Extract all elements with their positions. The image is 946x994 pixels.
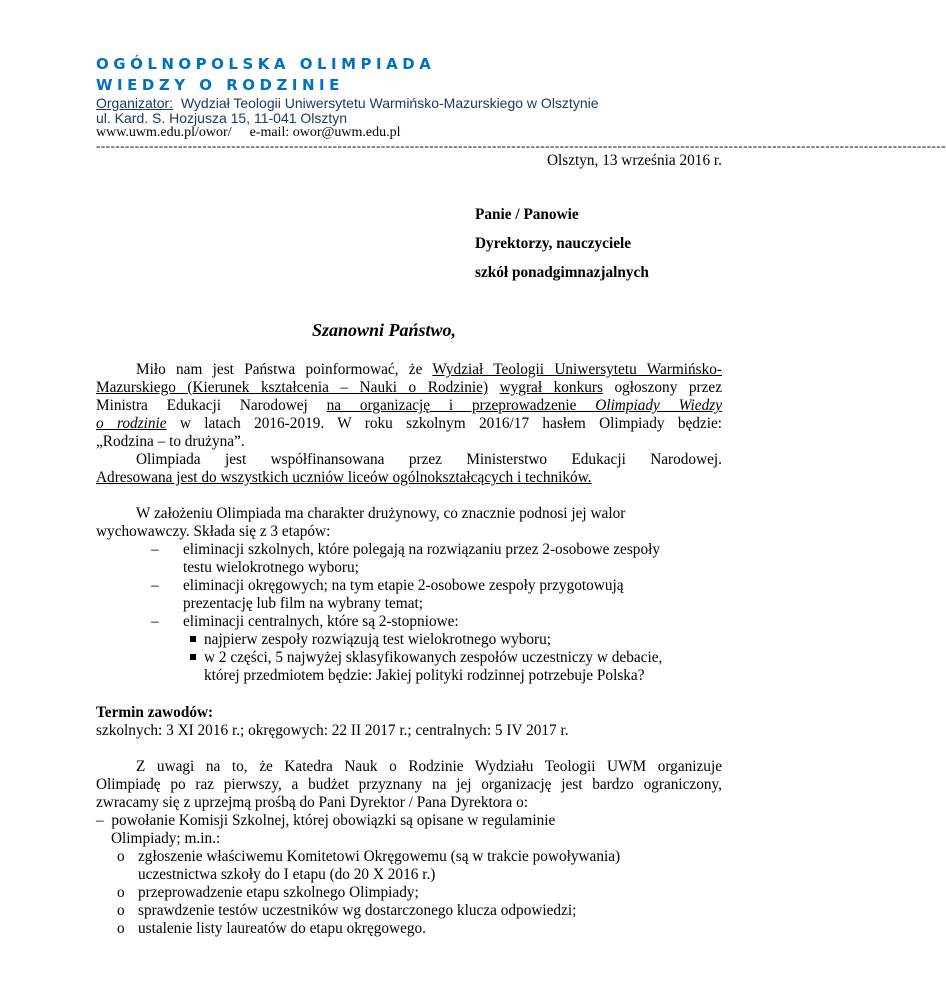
- stage-item-2-cont: prezentację lub film na wybrany temat;: [183, 595, 423, 612]
- sub-stage-item-2: w 2 części, 5 najwyżej sklasyfikowanych zespołów uczestniczy w debacie,: [190, 649, 662, 667]
- duty-item-4: ustalenie listy laureatów do etapu okręgowego.: [138, 920, 427, 937]
- duty-item-1: zgłoszenie właściwemu Komitetowi Okręgowemu (są w trakcie powoływania): [138, 848, 621, 865]
- o-marker: o: [117, 848, 125, 865]
- sub-stage-item-2-cont: której przedmiotem będzie: Jakiej polityki rodzinnej potrzebuje Polska?: [204, 667, 645, 684]
- header-separator: --------------------------------------------------------------------------------------------------------------------------------------------------------------------------------: [96, 138, 946, 153]
- para1-line-6: Olimpiada jest współfinansowana przez Ministerstwo Edukacji Narodowej.: [136, 451, 722, 468]
- olympiad-title-line-1: OGÓLNOPOLSKA OLIMPIADA: [96, 55, 436, 73]
- sub-stage-item-1: najpierw zespoły rozwiązują test wielokrotnego wyboru;: [190, 631, 551, 649]
- dash-marker: –: [151, 541, 159, 558]
- website-link[interactable]: www.uwm.edu.pl/owor/: [96, 125, 232, 140]
- request-item-cont: Olimpiady; m.in.:: [111, 830, 221, 847]
- dates-text: szkolnych: 3 XI 2016 r.; okręgowych: 22 II 2017 r.; centralnych: 5 IV 2017 r.: [96, 722, 569, 739]
- organizer-label: Organizator:: [96, 95, 174, 111]
- stage-item-1: eliminacji szkolnych, które polegają na rozwiązaniu przez 2-osobowe zespoły: [183, 541, 660, 558]
- duty-item-1-cont: uczestnictwa szkoły do I etapu (do 20 X 2016 r.): [138, 866, 436, 883]
- para1-line-5: „Rodzina – to drużyna”.: [96, 433, 245, 450]
- email-link[interactable]: e-mail: owor@uwm.edu.pl: [249, 125, 401, 140]
- para2-line-2: wychowawczy. Składa się z 3 etapów:: [96, 523, 331, 540]
- para1-line-1: Miło nam jest Państwa poinformować, że Wydział Teologii Uniwersytetu Warmińsko-: [136, 361, 722, 378]
- stage-item-1-cont: testu wielokrotnego wyboru;: [183, 559, 359, 576]
- address-line: ul. Kard. S. Hozjusza 15, 11-041 Olsztyn: [96, 110, 348, 126]
- para1-line-3: Ministra Edukacji Narodowej na organizację i przeprowadzenie Olimpiady Wiedzy: [96, 397, 722, 414]
- greeting: Szanowni Państwo,: [311, 320, 457, 340]
- organizer-line: [96, 95, 599, 111]
- duty-item-2: przeprowadzenie etapu szkolnego Olimpiady;: [138, 884, 419, 901]
- dates-heading: Termin zawodów:: [96, 704, 214, 721]
- recipient-line-3: szkół ponadgimnazjalnych: [475, 264, 649, 281]
- para3-line-2: Olimpiadę po raz pierwszy, a budżet przyznany na jej organizację jest bardzo ograniczony,: [96, 776, 722, 793]
- stage-item-3: eliminacji centralnych, które są 2-stopniowe:: [183, 613, 459, 630]
- para1-line-2: Mazurskiego (Kierunek kształcenia – Nauki o Rodzinie) wygrał konkurs ogłoszony przez: [96, 379, 722, 396]
- para2-line-1: W założeniu Olimpiada ma charakter drużynowy, co znacznie podnosi jej walor: [136, 505, 626, 522]
- o-marker: o: [117, 920, 125, 937]
- o-marker: o: [117, 884, 125, 901]
- para1-line-7: Adresowana jest do wszystkich uczniów liceów ogólnokształcących i techników.: [96, 469, 592, 486]
- para1-line-4: o rodzinie w latach 2016-2019. W roku szkolnym 2016/17 hasłem Olimpiady będzie:: [96, 415, 723, 432]
- request-item: – powołanie Komisji Szkolnej, której obowiązki są opisane w regulaminie: [96, 812, 556, 829]
- olympiad-title-line-2: WIEDZY O RODZINIE: [96, 76, 344, 94]
- para3-line-1: Z uwagi na to, że Katedra Nauk o Rodzinie Wydziału Teologii UWM organizuje: [136, 758, 722, 775]
- para3-line-3: zwracamy się z uprzejmą prośbą do Pani Dyrektor / Pana Dyrektora o:: [96, 794, 528, 811]
- dash-marker: –: [151, 577, 159, 594]
- square-bullet-icon: [190, 654, 196, 660]
- recipient-line-2: Dyrektorzy, nauczyciele: [475, 235, 632, 252]
- dash-marker: –: [151, 613, 159, 630]
- date-line: Olsztyn, 13 września 2016 r.: [546, 152, 722, 169]
- recipient-line-1: Panie / Panowie: [475, 206, 579, 223]
- o-marker: o: [117, 902, 125, 919]
- duty-item-3: sprawdzenie testów uczestników wg dostarczonego klucza odpowiedzi;: [138, 902, 577, 919]
- stage-item-2: eliminacji okręgowych; na tym etapie 2-osobowe zespoły przygotowują: [183, 577, 624, 594]
- square-bullet-icon: [190, 636, 196, 642]
- organizer-text: Wydział Teologii Uniwersytetu Warmińsko-Mazurskiego w Olsztynie: [180, 95, 599, 111]
